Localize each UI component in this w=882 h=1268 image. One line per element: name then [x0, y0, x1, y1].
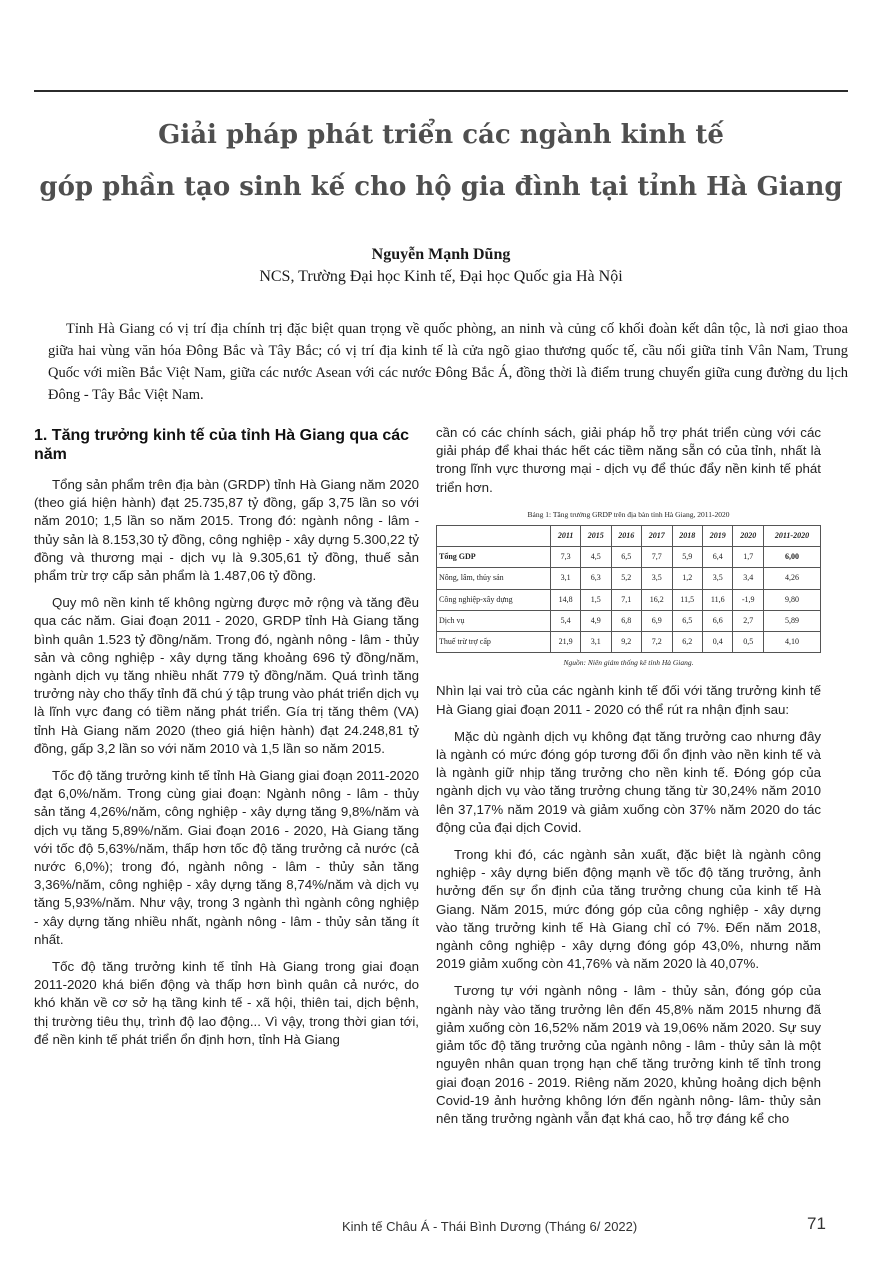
table-cell: 6,3 [581, 568, 611, 589]
right-paragraph: cần có các chính sách, giải pháp hỗ trợ phát triển cùng với các giải pháp để khai thác hết các tiềm năng sẵn có của tỉnh, nhất là trong lĩnh vực thương mại - dịch vụ để thúc đẩy nền kinh tế phát triển hơn. [436, 425, 821, 495]
table-cell: 6,00 [763, 547, 820, 568]
left-paragraph: Quy mô nền kinh tế không ngừng được mở rộng và tăng đều qua các năm. Giai đoạn 2011 - 2020, GRDP tỉnh Hà Giang tăng bình quân 1.523 tỷ đồng/năm. Trong đó, ngành nông - lâm - thủy sản và công nghiệp - xây dựng tăng khoảng 696 tỷ đồng/năm, ngành dịch vụ tăng nhiều nhất 779 tỷ đồng/năm. Quá trình tăng trưởng này cho thấy tỉnh đã chú ý tập trung vào phát triển dịch vụ là lĩnh vực đang có tiềm năng phát triển. Gía trị tăng thêm (VA) tỉnh Hà Giang năm 2020 (theo giá hiện hành) đạt 24.248,81 tỷ đồng, gấp 3,2 lần so với năm 2010 và 1,5 lần so năm 2015. [34, 595, 419, 756]
right-paragraph: Trong khi đó, các ngành sản xuất, đặc biệt là ngành công nghiệp - xây dựng biến động mạnh về tốc độ tăng trưởng, ảnh hưởng đến sự ổn định của tăng trưởng chung của kinh tế Hà Giang. Năm 2015, mức đóng góp của công nghiệp - xây dựng vào tăng trưởng kinh tế Hà Giang chỉ có 7%. Đến năm 2018, ngành công nghiệp - xây dựng đóng góp 43,0%, nhưng năm 2019 giảm xuống còn 41,76% và năm 2020 là 40,07%. [436, 847, 821, 972]
table-cell: 5,2 [611, 568, 641, 589]
table-cell: 5,9 [672, 547, 702, 568]
table-header-cell: 2020 [733, 526, 763, 547]
grdp-table [436, 525, 821, 653]
table-cell: 3,5 [703, 568, 733, 589]
table-cell: Nông, lâm, thủy sản [437, 568, 551, 589]
table-header-cell: 2018 [672, 526, 702, 547]
abstract: Tỉnh Hà Giang có vị trí địa chính trị đặc biệt quan trọng về quốc phòng, an ninh và củng cố khối đoàn kết dân tộc, là nơi giao thoa giữa hai vùng văn hóa Đông Bắc và Tây Bắc; có vị trí địa kinh tế là cửa ngõ giao thương quốc tế, cầu nối giữa tỉnh Vân Nam, Trung Quốc với miền Bắc Việt Nam, giữa các nước Asean với các nước Đông Bắc Á, đồng thời là điểm trung chuyển giữa cung đường du lịch Đông - Tây Bắc Việt Nam. [48, 321, 848, 403]
table-cell: 6,5 [611, 547, 641, 568]
right-paragraph: Mặc dù ngành dịch vụ không đạt tăng trưởng cao nhưng đây là ngành có mức đóng góp tương đối ổn định vào nền kinh tế và là ngành giữ nhịp tăng trưởng cho nền kinh tế. Đóng góp của ngành dịch vụ vào tăng trưởng chung tăng từ 30,24% năm 2010 lên 37,17% năm 2019 và giảm xuống còn 37% năm 2020 do tác động của đại dịch Covid. [436, 728, 821, 835]
table-cell: 1,5 [581, 589, 611, 610]
table-cell: 7,3 [551, 547, 581, 568]
table-header-row [437, 526, 821, 547]
table-header-cell: 2011-2020 [763, 526, 820, 547]
table-row [437, 632, 821, 653]
table-cell: 0,4 [703, 632, 733, 653]
table-header-cell: 2019 [703, 526, 733, 547]
table-source: Nguồn: Niên giám thống kê tỉnh Hà Giang. [563, 658, 694, 668]
left-paragraph: Tốc độ tăng trưởng kinh tế tỉnh Hà Giang giai đoạn 2011-2020 đạt 6,0%/năm. Trong cùng giai đoạn: Ngành nông - lâm - thủy sản tăng 4,26%/năm, công nghiệp - xây dựng tăng 9,8%/năm và dịch vụ tăng 5,89%/năm. Giai đoạn 2016 - 2020, Hà Giang tăng với tốc độ 5,63%/năm, thấp hơn tốc độ tăng trưởng cả nước (cả nước 6,0%); trong đó, ngành nông - lâm - thủy sản tăng 3,36%/năm, công nghiệp - xây dựng tăng 8,74%/năm và dịch vụ tăng 5,93%/năm. Như vậy, trong 3 ngành thì ngành công nghiệp - xây dựng tăng nhiều nhất, ngành nông - lâm - thủy sản tăng ít nhất. [34, 768, 419, 947]
table-cell: 3,5 [642, 568, 672, 589]
grdp-table-block [436, 506, 821, 673]
table-cell: 6,6 [703, 610, 733, 631]
table-cell: 2,7 [733, 610, 763, 631]
table-cell: Tổng GDP [437, 547, 551, 568]
table-row [437, 589, 821, 610]
table-cell: -1,9 [733, 589, 763, 610]
table-row [437, 610, 821, 631]
table-cell: 6,5 [672, 610, 702, 631]
table-cell: 1,7 [733, 547, 763, 568]
table-cell: 1,2 [672, 568, 702, 589]
article-title-line2: góp phần tạo sinh kế cho hộ gia đình tại tỉnh Hà Giang [39, 172, 843, 202]
table-cell: 21,9 [551, 632, 581, 653]
right-paragraph: Nhìn lại vai trò của các ngành kinh tế đối với tăng trưởng kinh tế Hà Giang giai đoạn 2011 - 2020 có thể rút ra nhận định sau: [436, 683, 821, 717]
table-cell: 4,5 [581, 547, 611, 568]
table-cell: 7,1 [611, 589, 641, 610]
author-name: Nguyễn Mạnh Dũng [371, 246, 511, 263]
table-cell: Dịch vụ [437, 610, 551, 631]
table-cell: 11,5 [672, 589, 702, 610]
table-cell: 9,2 [611, 632, 641, 653]
table-cell: 5,4 [551, 610, 581, 631]
table-cell: 6,2 [672, 632, 702, 653]
table-cell: 0,5 [733, 632, 763, 653]
table-cell: 16,2 [642, 589, 672, 610]
table-cell: 6,8 [611, 610, 641, 631]
table-cell: 3,4 [733, 568, 763, 589]
table-header-cell: 2011 [551, 526, 581, 547]
table-cell: 3,1 [551, 568, 581, 589]
right-paragraph: Tương tự với ngành nông - lâm - thủy sản, đóng góp của ngành này vào tăng trưởng lên đến 45,8% năm 2015 nhưng đã giảm xuống còn 16,52% năm 2019 và 19,06% năm 2020. Sự suy giảm tốc độ tăng trưởng của ngành nông - lâm - thủy sản là một nguyên nhân quan trọng hạn chế tăng trưởng kinh tế tỉnh trong giai đoạn 2016 - 2019. Riêng năm 2020, khủng hoảng dịch bệnh Covid-19 ảnh hưởng không lớn đến ngành nông- lâm- thủy sản nên tăng trưởng ngành vẫn đạt khá cao, hỗ trợ đáng kể cho [436, 983, 821, 1126]
journal-footer: Kinh tế Châu Á - Thái Bình Dương (Tháng 6/ 2022) [342, 1219, 638, 1234]
table-cell: 5,89 [763, 610, 820, 631]
table-cell: 7,2 [642, 632, 672, 653]
table-cell: Công nghiệp-xây dựng [437, 589, 551, 610]
table-cell: 4,10 [763, 632, 820, 653]
table-cell: 6,9 [642, 610, 672, 631]
left-paragraph: Tổng sản phẩm trên địa bàn (GRDP) tỉnh Hà Giang năm 2020 (theo giá hiện hành) đạt 25.735,87 tỷ đồng, gấp 3,75 lần so với năm 2010; 1,5 lần so năm 2015. Trong đó: ngành nông - lâm - thủy sản là 8.153,30 tỷ đồng, công nghiệp - xây dựng 5.300,22 tỷ đồng và thương mại - dịch vụ là 9.305,61 tỷ đồng, thuế sản phẩm trừ trợ cấp sản phẩm là 1.487,06 tỷ đồng. [34, 477, 419, 584]
table-cell: 3,1 [581, 632, 611, 653]
section-heading: 1. Tăng trưởng kinh tế của tỉnh Hà Giang qua các năm [34, 427, 410, 463]
left-paragraph: Tốc độ tăng trưởng kinh tế tỉnh Hà Giang trong giai đoạn 2011-2020 khá biến động và thấp hơn bình quân cả nước, do khó khăn về cơ sở hạ tầng kinh tế - xã hội, thiên tai, dịch bệnh, thị trường tiêu thụ, trình độ lao động... Vì vậy, trong thời gian tới, để nền kinh tế phát triển ổn định hơn, tỉnh Hà Giang [34, 959, 419, 1047]
table-cell: 11,6 [703, 589, 733, 610]
table-cell: 7,7 [642, 547, 672, 568]
table-cell: 4,26 [763, 568, 820, 589]
table-caption: Bảng 1: Tăng trưởng GRDP trên địa bàn tỉnh Hà Giang, 2011-2020 [527, 509, 730, 519]
table-header-cell [437, 526, 551, 547]
table-header-cell: 2015 [581, 526, 611, 547]
table-cell: 9,80 [763, 589, 820, 610]
table-cell: Thuế trừ trợ cấp [437, 632, 551, 653]
article-title-line1: Giải pháp phát triển các ngành kinh tế [158, 120, 724, 150]
table-cell: 6,4 [703, 547, 733, 568]
table-header-cell: 2017 [642, 526, 672, 547]
author-affiliation: NCS, Trường Đại học Kinh tế, Đại học Quốc gia Hà Nội [259, 268, 623, 285]
table-row [437, 568, 821, 589]
left-column [34, 424, 419, 1058]
table-header-cell: 2016 [611, 526, 641, 547]
page-number: 71 [807, 1214, 826, 1233]
top-rule [34, 90, 848, 92]
table-row [437, 547, 821, 568]
table-cell: 4,9 [581, 610, 611, 631]
table-cell: 14,8 [551, 589, 581, 610]
right-column [436, 424, 821, 1137]
